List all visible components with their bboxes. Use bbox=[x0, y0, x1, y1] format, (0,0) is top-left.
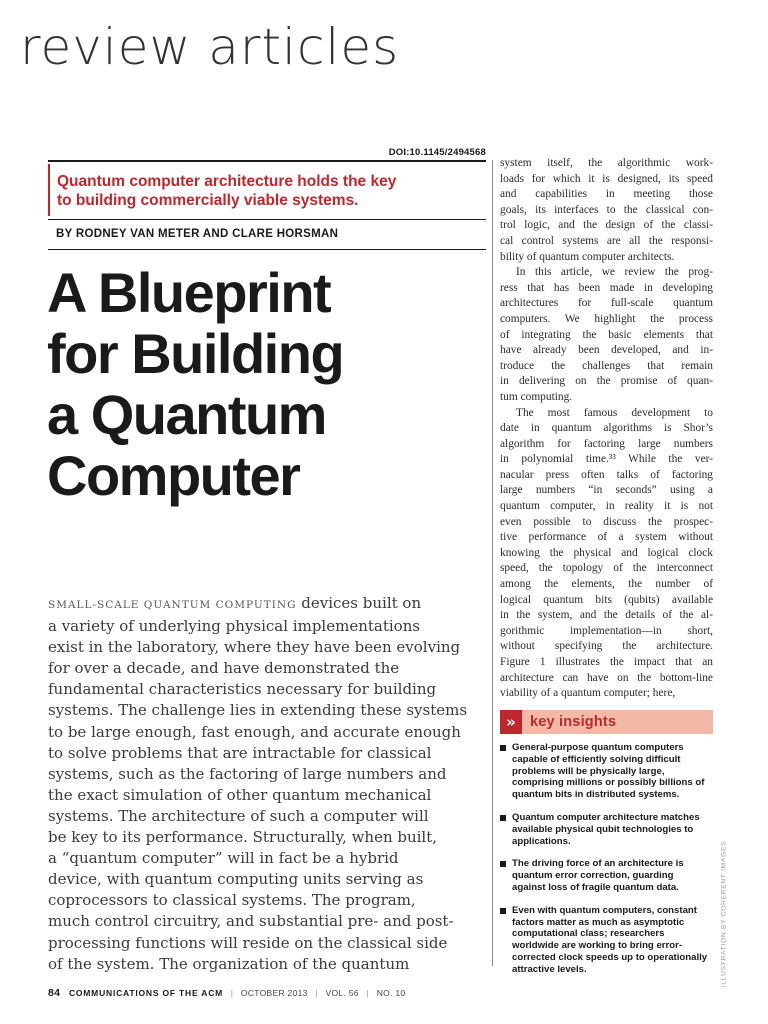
body-line: cal control systems are all the responsi- bbox=[500, 234, 713, 247]
body-line: troduce the challenges that remain bbox=[500, 359, 713, 372]
title-line: A Blueprint bbox=[47, 261, 331, 324]
body-line: in the system, and the details of the al- bbox=[500, 609, 713, 622]
lead-line: much control circuitry, and substantial pre- and post- bbox=[48, 912, 454, 931]
page-number: 84 bbox=[48, 987, 61, 999]
insight-item bbox=[500, 905, 713, 976]
insight-line: factors matter as much as asymptotic bbox=[512, 916, 685, 928]
insight-line: quantum bits in distributed systems. bbox=[512, 789, 680, 801]
deck-line: Quantum computer architecture holds the key bbox=[57, 173, 397, 190]
insight-line: Even with quantum computers, constant bbox=[512, 904, 697, 916]
insight-line: applications. bbox=[512, 835, 571, 847]
key-insights-label: key insights bbox=[530, 714, 617, 730]
section-header: review articles bbox=[20, 18, 400, 76]
insight-line: Quantum computer architecture matches bbox=[512, 811, 700, 823]
key-insights-header bbox=[500, 710, 713, 734]
insight-line: worldwide are working to bring error- bbox=[512, 940, 683, 952]
lead-line: to be large enough, fast enough, and accurate enough bbox=[48, 722, 461, 741]
byline-rule bbox=[48, 219, 486, 220]
insight-line: capable of efficiently solving difficult bbox=[512, 753, 681, 765]
page-footer bbox=[48, 987, 405, 999]
body-line: large numbers “in seconds” using a bbox=[500, 484, 713, 497]
body-line: architecture can have on the bottom-line bbox=[500, 671, 713, 684]
body-line: speed, the topology of the interconnect bbox=[500, 562, 713, 575]
insight-line: against loss of fragile quantum data. bbox=[512, 881, 679, 893]
body-line: trol logic, and the design of the classi- bbox=[500, 219, 713, 232]
body-line: goals, its interfaces to the classical con- bbox=[500, 203, 713, 216]
footer-separator: | bbox=[366, 988, 370, 998]
deck-line: to building commercially viable systems. bbox=[57, 192, 359, 209]
byline-rule bbox=[48, 249, 486, 250]
lead-paragraph bbox=[48, 593, 468, 975]
body-line: computers. We highlight the process bbox=[500, 312, 713, 325]
insight-line: corrected clock speeds up to operationally bbox=[512, 951, 708, 963]
key-insights-list bbox=[500, 742, 713, 987]
issue-number: NO. 10 bbox=[376, 988, 406, 998]
body-line: viability of a quantum computer; here, bbox=[500, 687, 676, 700]
lead-line: for over a decade, and have demonstrated the bbox=[48, 659, 400, 678]
lead-line: a variety of underlying physical implementations bbox=[48, 617, 421, 636]
insight-line: comprising millions or possibly billions of bbox=[512, 777, 705, 789]
body-line: system itself, the algorithmic work- bbox=[500, 157, 713, 169]
lead-lines bbox=[48, 616, 468, 975]
article-title bbox=[47, 262, 487, 506]
insight-item bbox=[500, 742, 713, 801]
insight-line: quantum error correction, guarding bbox=[512, 870, 674, 882]
issue-date: OCTOBER 2013 bbox=[240, 988, 308, 998]
doi[interactable]: DOI:10.1145/2494568 bbox=[388, 147, 486, 158]
insight-line: available physical qubit technologies to bbox=[512, 823, 694, 835]
lead-line: systems. The challenge lies in extending these systems bbox=[48, 701, 468, 720]
title-line: for Building bbox=[47, 322, 344, 385]
body-line: nacular press often talks of factoring bbox=[500, 468, 713, 481]
body-line: The most famous development to bbox=[516, 406, 713, 419]
volume: VOL. 56 bbox=[325, 988, 359, 998]
lead-line: fundamental characteristics necessary for building bbox=[48, 680, 437, 699]
body-line: date in quantum algorithms is Shor’s bbox=[500, 422, 713, 435]
lead-line: a “quantum computer” will in fact be a hybrid bbox=[48, 849, 399, 868]
body-line: tive performance of a system without bbox=[500, 531, 713, 544]
title-line: a Quantum bbox=[47, 383, 326, 446]
lead-first-rest: devices built on bbox=[296, 594, 422, 612]
lead-line: to solve problems that are intractable for classical bbox=[48, 743, 432, 762]
insight-item bbox=[500, 812, 713, 847]
square-bullet-icon bbox=[500, 908, 506, 914]
insight-line: problems will be physically large, bbox=[512, 765, 665, 777]
body-line: architectures for full-scale quantum bbox=[500, 297, 713, 310]
column-divider bbox=[492, 160, 493, 966]
body-line: Figure 1 illustrates the impact that an bbox=[500, 656, 713, 668]
insight-line: The driving force of an architecture is bbox=[512, 858, 684, 870]
body-line: loads for which it is designed, its speed bbox=[500, 172, 713, 185]
body-line: in delivering on the promise of quan- bbox=[500, 375, 713, 388]
body-line: tum computing. bbox=[500, 390, 573, 403]
insight-item bbox=[500, 858, 713, 893]
body-line: of integrating the basic elements that bbox=[500, 328, 713, 341]
body-line: algorithm for factoring large numbers bbox=[500, 437, 713, 450]
body-line: bility of quantum computer architects. bbox=[500, 250, 675, 263]
lead-line: the exact simulation of other quantum mechanical bbox=[48, 785, 432, 804]
body-line: quantum computer, in reality it is not bbox=[500, 500, 713, 513]
body-line: logical quantum bits (qubits) available bbox=[500, 593, 713, 606]
body-line: and capabilities in meeting those bbox=[500, 188, 713, 201]
insight-line: computational class; researchers bbox=[512, 928, 665, 940]
insight-line: attractive levels. bbox=[512, 963, 587, 975]
body-line: in polynomial time.³³ While the ver- bbox=[500, 453, 713, 466]
publication-name: COMMUNICATIONS OF THE ACM bbox=[68, 988, 224, 998]
lead-line: exist in the laboratory, where they have been evolving bbox=[48, 638, 461, 657]
body-line: knowing the physical and logical clock bbox=[500, 546, 713, 559]
lead-first-line bbox=[48, 593, 468, 616]
credit-text: ILLUSTRATION BY COHERENT IMAGES bbox=[720, 840, 728, 988]
top-rule bbox=[48, 160, 486, 162]
body-line: gorithmic implementation—in short, bbox=[500, 624, 713, 637]
body-line: even possible to discuss the prospec- bbox=[500, 515, 713, 528]
illustration-credit bbox=[717, 840, 731, 988]
square-bullet-icon bbox=[500, 815, 506, 821]
lead-line: systems, such as the factoring of large numbers and bbox=[48, 764, 447, 783]
body-line: ress that has been made in developing bbox=[500, 281, 713, 294]
lead-line: device, with quantum computing units serving as bbox=[48, 870, 424, 889]
body-line: among the elements, the number of bbox=[500, 578, 713, 591]
body-line: without specifying the architecture. bbox=[500, 640, 713, 653]
lead-line: be key to its performance. Structurally, when built, bbox=[48, 828, 438, 847]
footer-separator: | bbox=[315, 988, 318, 998]
square-bullet-icon bbox=[500, 745, 506, 751]
lead-line: coprocessors to classical systems. The program, bbox=[48, 891, 416, 910]
deck bbox=[48, 164, 486, 216]
lead-line: processing functions will reside on the classical side bbox=[48, 933, 448, 952]
body-line: In this article, we review the prog- bbox=[516, 266, 713, 279]
square-bullet-icon bbox=[500, 861, 506, 867]
lead-line: of the system. The organization of the quantum bbox=[48, 954, 410, 973]
right-column-text bbox=[500, 156, 713, 702]
body-line: have already been developed, and in- bbox=[500, 344, 713, 357]
title-line: Computer bbox=[47, 444, 300, 507]
byline: BY RODNEY VAN METER AND CLARE HORSMAN bbox=[56, 228, 339, 240]
lead-line: systems. The architecture of such a computer will bbox=[48, 806, 429, 825]
footer-separator: | bbox=[230, 988, 234, 998]
lead-smallcaps: SMALL-SCALE QUANTUM COMPUTING bbox=[48, 599, 297, 611]
insight-line: General-purpose quantum computers bbox=[512, 742, 684, 753]
chevron-right-icon: » bbox=[500, 710, 522, 734]
